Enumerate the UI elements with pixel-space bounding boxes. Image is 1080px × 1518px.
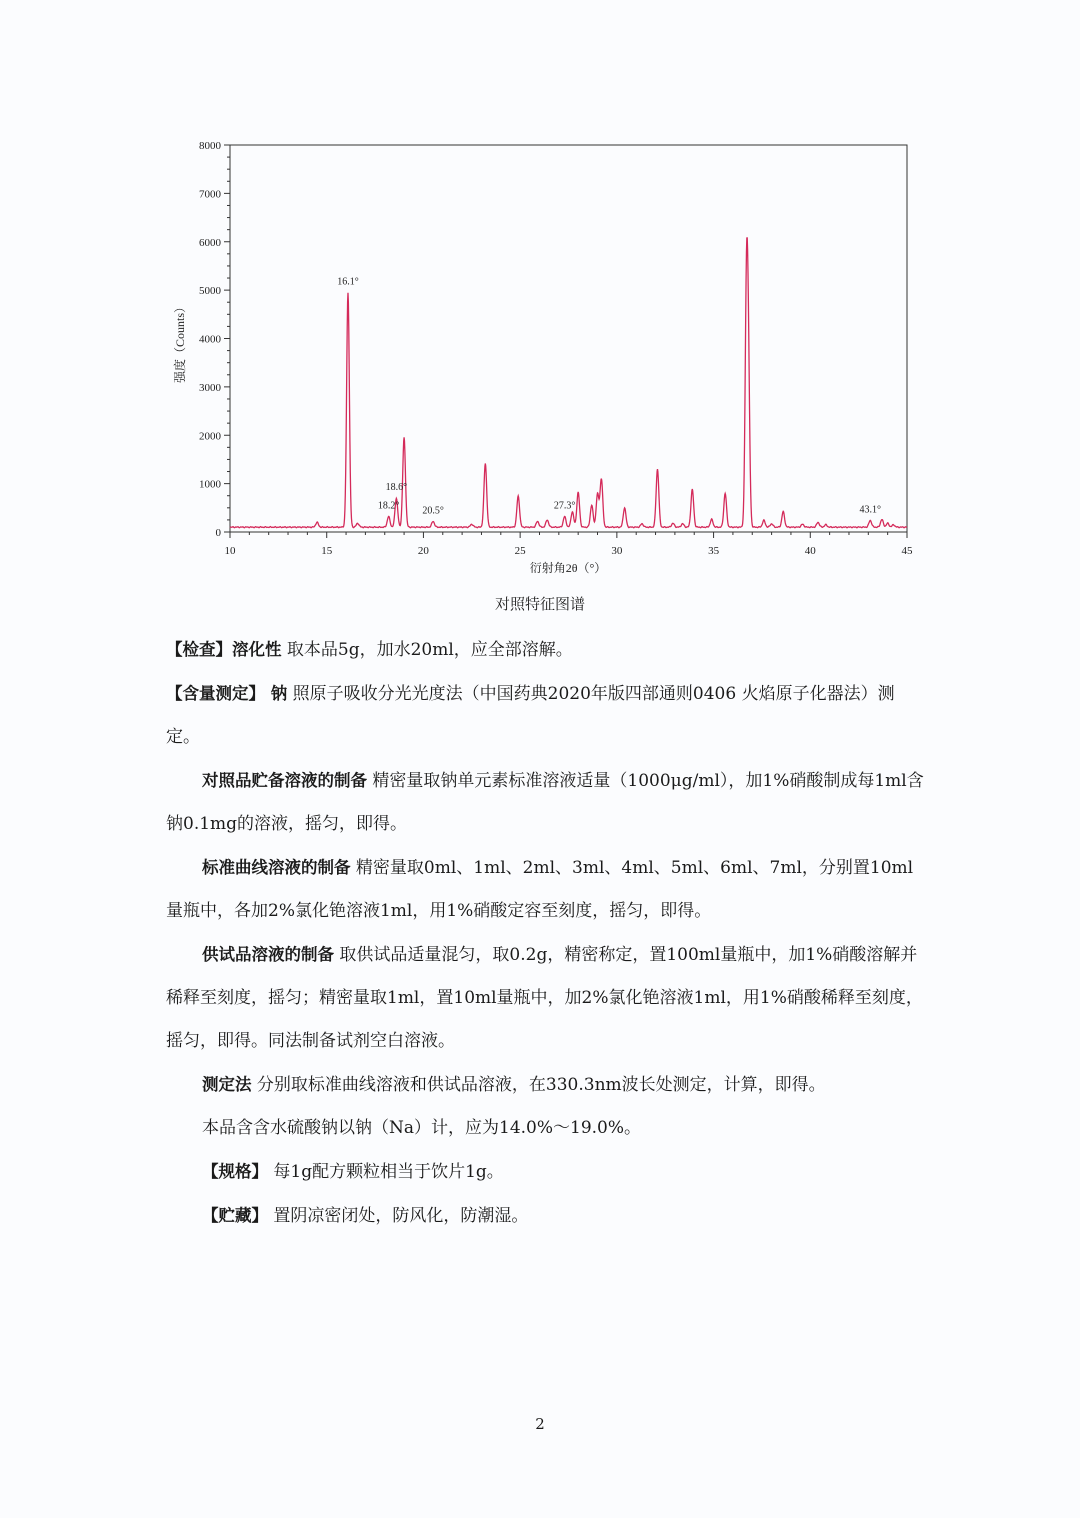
specification-text: 每1g配方颗粒相当于饮片1g。 — [273, 1162, 504, 1182]
x-tick-label: 20 — [417, 545, 429, 557]
test-solution-paragraph — [166, 933, 926, 1063]
specification-heading: 【规格】 — [202, 1162, 268, 1181]
method-heading: 测定法 — [202, 1075, 252, 1094]
peak-label: 18.6° — [385, 482, 408, 494]
test-solution-heading: 供试品溶液的制备 — [202, 945, 334, 964]
storage-heading: 【贮藏】 — [202, 1206, 268, 1225]
page-number: 2 — [535, 1415, 545, 1433]
test-solution-text: 取供试品适量混匀，取0.2g，精密称定，置100ml量瓶中，加1%硝酸溶解并稀释至刻度，摇匀；精密量取1ml，置10ml量瓶中，加2%氯化铯溶液1ml，用1%硝酸稀释至刻度，摇匀，即得。同法制备试剂空白溶液。 — [166, 945, 923, 1051]
plot-frame — [230, 145, 907, 532]
content-limit-paragraph — [166, 1107, 926, 1150]
inspection-paragraph — [166, 628, 926, 672]
assay-heading: 【含量测定】 钠 — [166, 684, 288, 703]
y-tick-label: 2000 — [199, 430, 221, 443]
storage-text: 置阴凉密闭处，防风化，防潮湿。 — [273, 1206, 529, 1226]
storage-paragraph — [166, 1194, 926, 1238]
xrd-chart — [160, 130, 930, 580]
x-axis-label: 衍射角2θ（°） — [529, 561, 607, 575]
x-tick-label: 10 — [224, 545, 236, 557]
chart-series — [230, 238, 907, 528]
y-axis-label: 强度（Counts） — [173, 300, 187, 384]
y-tick-label: 3000 — [199, 381, 221, 394]
assay-text: 照原子吸收分光光度法（中国药典2020年版四部通则0406 火焰原子化器法）测定。 — [166, 684, 895, 747]
diffraction-line — [230, 238, 907, 528]
method-paragraph — [166, 1063, 926, 1107]
peak-label: 27.3° — [553, 500, 576, 512]
x-tick-label: 35 — [708, 545, 720, 557]
peak-label: 16.1° — [337, 276, 359, 288]
peak-label: 18.2° — [377, 500, 400, 512]
standard-curve-heading: 标准曲线溶液的制备 — [202, 858, 351, 877]
standard-curve-paragraph — [166, 846, 926, 933]
chart-caption: 对照特征图谱 — [494, 595, 585, 613]
y-tick-label: 5000 — [199, 285, 221, 298]
reference-stock-paragraph — [166, 759, 926, 846]
inspection-text: 取本品5g，加水20ml，应全部溶解。 — [286, 640, 573, 660]
specification-paragraph — [166, 1150, 926, 1194]
peak-labels — [337, 277, 881, 517]
x-tick-label: 30 — [611, 545, 623, 557]
x-axis — [225, 532, 914, 557]
x-tick-label: 40 — [804, 545, 816, 557]
content-limit-text: 本品含含水硫酸钠以钠（Na）计，应为14.0%～19.0%。 — [202, 1118, 642, 1138]
x-tick-label: 25 — [514, 545, 526, 557]
y-tick-label: 4000 — [199, 333, 221, 346]
assay-paragraph — [166, 672, 926, 759]
y-tick-label: 6000 — [199, 236, 221, 249]
y-tick-label: 1000 — [199, 478, 221, 491]
chart-frame — [230, 145, 907, 532]
y-axis — [199, 140, 230, 539]
y-tick-label: 8000 — [199, 140, 221, 152]
y-tick-label: 7000 — [199, 188, 221, 201]
y-tick-label: 0 — [215, 527, 221, 539]
peak-label: 20.5° — [422, 505, 444, 517]
method-text: 分别取标准曲线溶液和供试品溶液，在330.3nm波长处测定，计算，即得。 — [256, 1075, 826, 1095]
document-body — [166, 628, 926, 1238]
standard-curve-text: 精密量取0ml、1ml、2ml、3ml、4ml、5ml、6ml、7ml，分别置10ml量瓶中，各加2%氯化铯溶液1ml，用1%硝酸定容至刻度，摇匀，即得。 — [166, 858, 914, 921]
inspection-heading: 【检查】溶化性 — [166, 640, 282, 659]
x-tick-label: 45 — [901, 545, 913, 557]
reference-stock-heading: 对照品贮备溶液的制备 — [202, 771, 367, 790]
reference-stock-text: 精密量取钠单元素标准溶液适量（1000μg/ml），加1%硝酸制成每1ml含钠0.1mg的溶液，摇匀，即得。 — [166, 771, 924, 834]
peak-label: 43.1° — [859, 504, 881, 516]
x-tick-label: 15 — [321, 545, 333, 557]
